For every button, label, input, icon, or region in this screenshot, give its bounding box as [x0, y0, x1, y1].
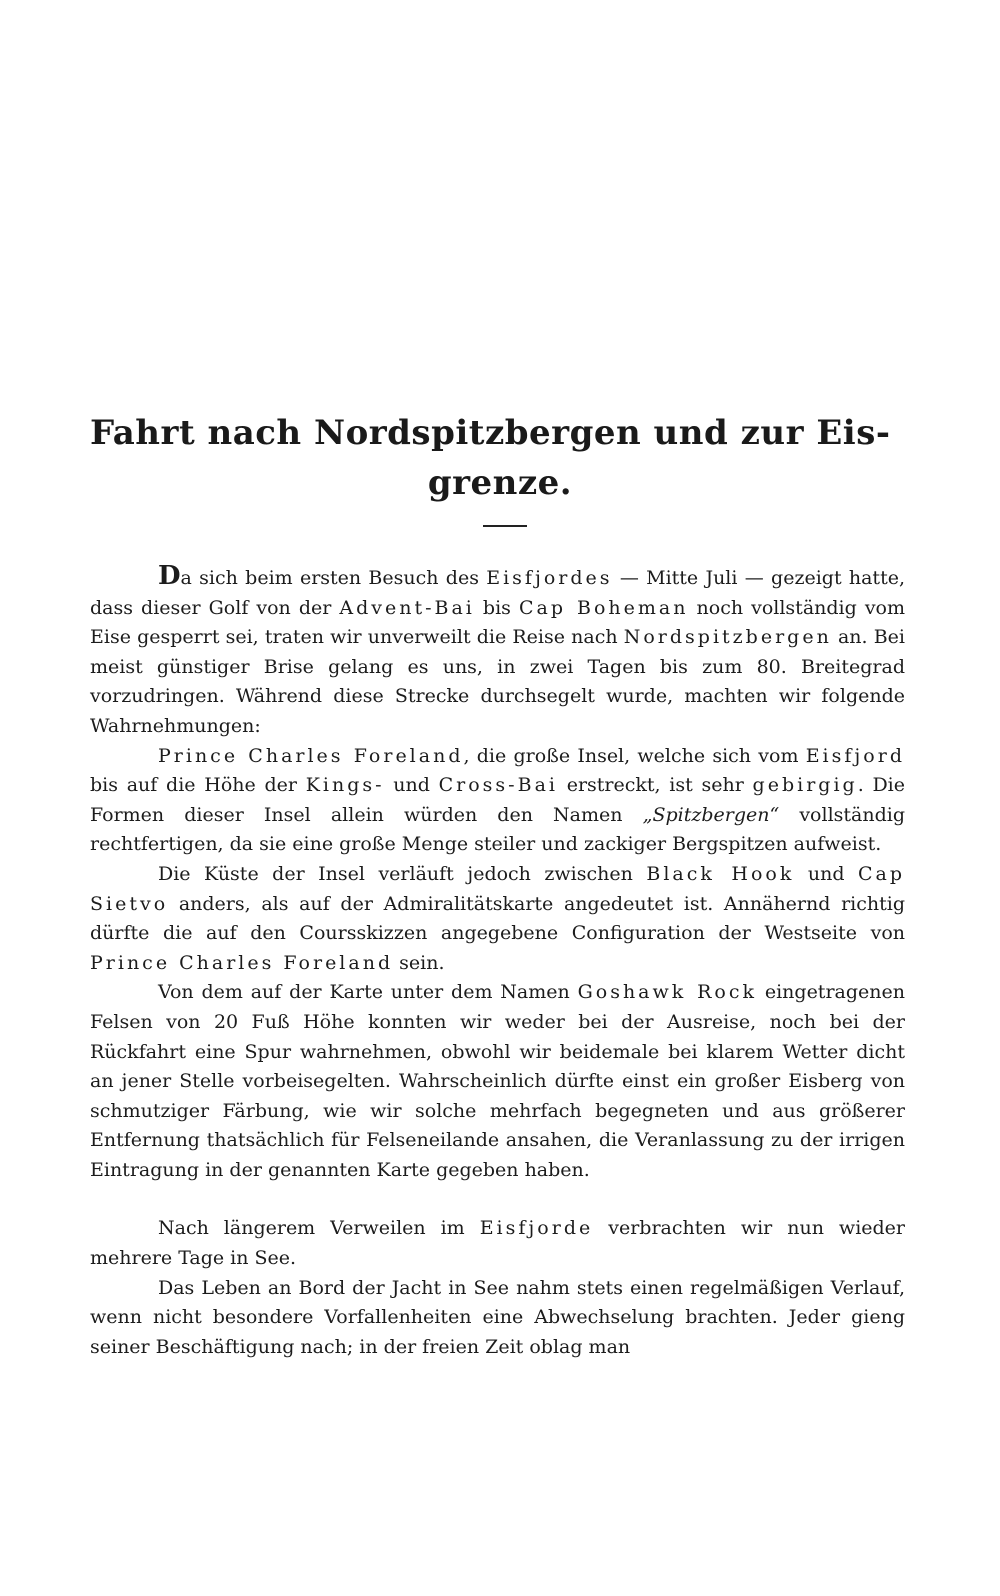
paragraph [90, 742, 905, 860]
title-divider [483, 525, 527, 527]
spaced-name: Cap Boheman [518, 596, 689, 619]
spaced-name: Prince Charles Foreland [90, 951, 394, 974]
paragraph [90, 1214, 905, 1273]
text-run: . Die Formen dieser Insel allein würden den Namen [90, 774, 906, 826]
text-run: verbrachten wir nun wieder mehrere Tage in See. [90, 1217, 905, 1270]
text-run: noch vollständig vom Eise gesperrt sei, traten wir unverweilt die Reise nach [90, 596, 906, 649]
spaced-name: Nordspitzbergen [623, 626, 832, 649]
body-text [90, 562, 905, 1362]
text-run: bis auf die Höhe der [90, 774, 306, 797]
text-run: Die Küste der Insel verläuft jedoch zwischen [158, 862, 647, 885]
text-run: eingetragenen Felsen von 20 Fuß Höhe konnten wir weder bei der Ausreise, noch bei der Rückfahrt eine Spur wahrnehmen, obwohl wir beidemale bei klarem Wetter dicht an jener Stelle vorbeisegelten. Wahrscheinlich dürfte einst ein großer Eisberg von schmutziger Färbung, wie wir solche mehrfach begegneten und aus größerer Entfernung thatsächlich für Felseneilande ansahen, die Veranlassung zu der irrigen Eintragung in der genannten Karte gegeben haben. [90, 981, 905, 1181]
drop-cap: D [158, 561, 181, 591]
spaced-name: Prince Charles Foreland [158, 744, 464, 767]
text-run: Von dem auf der Karte unter dem Namen [158, 981, 578, 1004]
spaced-name: Cap Sietvo [90, 862, 906, 915]
spaced-name: Goshawk Rock [577, 981, 758, 1004]
text-run: a sich beim ersten Besuch des [180, 567, 487, 589]
spaced-name: Kings- [305, 774, 385, 797]
spaced-name: gebirgig [752, 774, 858, 797]
spaced-name: Eisfjorde [479, 1217, 594, 1240]
text-run: Das Leben an Bord der Jacht in See nahm stets einen regelmäßigen Verlauf, wenn nicht besondere Vorfallenheiten eine Abwechselung brachten. Jeder gieng seiner Beschäftigung nach; in der freien Zeit oblag man [90, 1276, 905, 1358]
text-run: an. Bei meist günstiger Brise gelang es uns, in zwei Tagen bis zum 80. Breitegrad vorzudringen. Während diese Strecke durchsegelt wurde, machten wir folgende Wahrnehmungen: [90, 626, 906, 737]
spaced-name: Black Hook [646, 862, 795, 885]
paragraph [90, 860, 905, 978]
text-run: — Mitte Juli — gezeigt hatte, dass dieser Golf von der [90, 567, 905, 619]
spaced-name: Eisfjordes [486, 567, 613, 589]
spaced-name: Advent-Bai [339, 596, 475, 619]
text-run: und [384, 774, 439, 797]
paragraph [90, 1274, 905, 1363]
paragraph [90, 978, 905, 1185]
text-run: sein. [393, 951, 445, 974]
text-run: Nach längerem Verweilen im [158, 1217, 480, 1240]
text-run: erstreckt, ist sehr [557, 774, 753, 797]
text-run: vollständig rechtfertigen, da sie eine große Menge steiler und zackiger Bergspitzen aufweist. [90, 803, 905, 856]
chapter-title-line-2: grenze. [427, 463, 573, 503]
spaced-name: Cross-Bai [438, 774, 558, 797]
chapter-title-line-1: Fahrt nach Nordspitzbergen und zur Eis- [90, 413, 891, 453]
paragraph [90, 562, 905, 742]
chapter-title [90, 408, 910, 508]
spaced-name: Eisfjord [805, 744, 905, 767]
italic-text: „Spitzbergen“ [642, 803, 780, 826]
text-run: und [794, 862, 858, 885]
text-run: , die große Insel, welche sich vom [463, 744, 806, 767]
text-run: anders, als auf der Admiralitätskarte angedeutet ist. Annähernd richtig dürfte die auf den Coursskizzen angegebene Configuration der Westseite von [90, 892, 905, 945]
text-run: bis [474, 596, 519, 619]
